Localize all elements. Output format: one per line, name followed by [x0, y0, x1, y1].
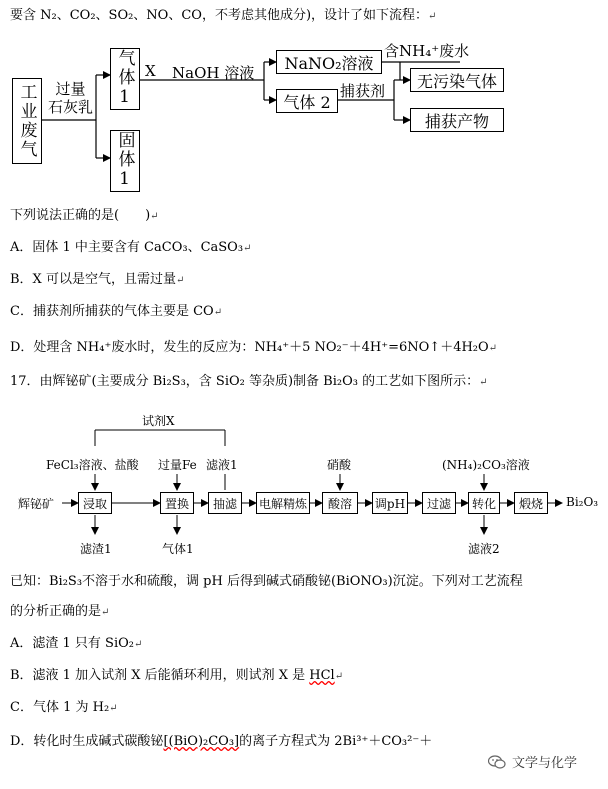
clean-gas-box: 无污染气体 [410, 68, 504, 92]
nh4co3-label: (NH₄)₂CO₃溶液 [442, 458, 530, 472]
filtrate2-label: 滤液2 [468, 542, 500, 556]
leach-box: 浸取 [78, 492, 112, 514]
q17-option-a: A．滤渣 1 只有 SiO₂↵ [10, 636, 143, 651]
suction-filter-box: 抽滤 [208, 492, 242, 514]
industrial-gas-box: 工业废气 [12, 78, 42, 164]
adjust-ph-box: 调pH [372, 492, 408, 514]
watermark: 文学与化学 [488, 752, 577, 771]
intro-line: 要含 N₂、CO₂、SO₂、NO、CO，不考虑其他成分)，设计了如下流程：↵ [10, 8, 437, 23]
fecl3-label: FeCl₃溶液、盐酸 [46, 458, 139, 472]
calcine-box: 煅烧 [514, 492, 548, 514]
gas1-bottom-label: 气体1 [162, 542, 194, 556]
q17-title: 17．由辉铋矿(主要成分 Bi₂S₃，含 SiO₂ 等杂质)制备 Bi₂O₃ 的工艺如下图所示：↵ [10, 374, 488, 389]
solid1-box: 固体1 [110, 130, 140, 192]
gas2-box: 气体 2 [276, 89, 338, 113]
convert-box: 转化 [468, 492, 500, 514]
q17-known-line1: 已知：Bi₂S₃不溶于水和硫酸，调 pH 后得到碱式硝酸铋(BiONO₃)沉淀。下列对工艺流程 [10, 574, 523, 589]
wechat-icon [488, 755, 506, 769]
capture-agent-label: 捕获剂 [340, 82, 386, 100]
q17-known-line2: 的分析正确的是↵ [10, 604, 110, 619]
q16-option-a: A．固体 1 中主要含有 CaCO₃、CaSO₃↵ [10, 240, 252, 255]
acid-dissolve-box: 酸溶 [322, 492, 358, 514]
filter-box: 过滤 [422, 492, 456, 514]
excess-fe-label: 过量Fe [158, 458, 197, 472]
reagent-x-label: 试剂X [142, 414, 175, 428]
displace-box: 置换 [160, 492, 194, 514]
gas1-box: 气体1 [110, 48, 140, 110]
lime-milk-label: 过量 石灰乳 [48, 80, 94, 116]
naoh-label: NaOH 溶液 [172, 64, 255, 82]
electro-refine-box: 电解精炼 [256, 492, 310, 514]
residue1-label: 滤渣1 [80, 542, 112, 556]
nitric-acid-label: 硝酸 [327, 458, 352, 472]
q16-option-c: C．捕获剂所捕获的气体主要是 CO↵ [10, 304, 223, 319]
q17-option-b: B．滤液 1 加入试剂 X 后能循环利用，则试剂 X 是 HCl↵ [10, 668, 344, 683]
q16-option-d: D．处理含 NH₄⁺废水时，发生的反应为：NH₄⁺＋5 NO₂⁻＋4H⁺=6NO↑＋4H₂O↵ [10, 340, 498, 355]
q17-option-c: C．气体 1 为 H₂↵ [10, 700, 118, 715]
nano2-box: NaNO₂溶液 [276, 50, 382, 74]
q17-option-d: D．转化时生成碱式碳酸铋[(BiO)₂CO₃]的离子方程式为 2Bi³⁺＋CO₃²⁻＋ [10, 734, 433, 749]
q16-option-b: B．X 可以是空气，且需过量↵ [10, 272, 185, 287]
ore-label: 辉铋矿 [18, 497, 55, 511]
q16-stem: 下列说法正确的是( )↵ [10, 208, 159, 223]
product-label: Bi₂O₃ [566, 495, 599, 509]
filtrate1-top-label: 滤液1 [206, 458, 238, 472]
nh4-waste-label: 含NH₄⁺废水 [384, 42, 470, 60]
x-label: X [145, 62, 156, 80]
capture-product-box: 捕获产物 [410, 108, 504, 132]
